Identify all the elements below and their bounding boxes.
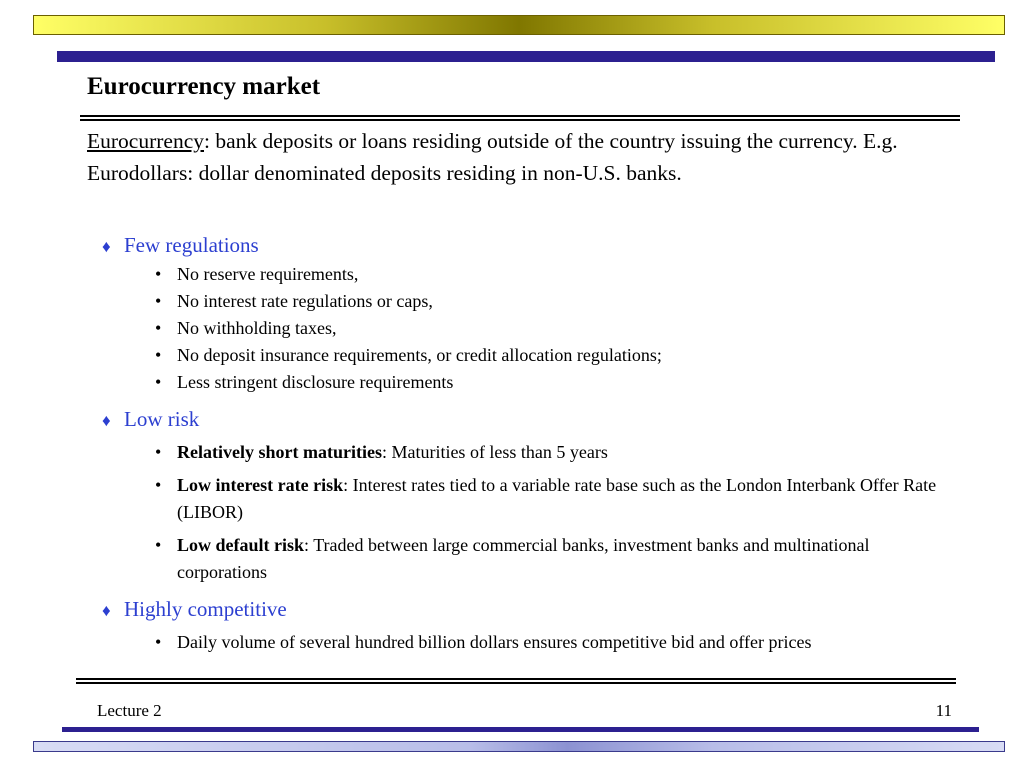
list-item-text: Daily volume of several hundred billion dollars ensures competitive bid and offer prices bbox=[177, 632, 812, 652]
section-heading-label: Highly competitive bbox=[124, 597, 287, 621]
bottom-decorative-bar bbox=[33, 741, 1005, 752]
section-heading-low-risk bbox=[102, 405, 199, 435]
dot-bullet-icon: • bbox=[155, 442, 162, 462]
dot-bullet-icon: • bbox=[155, 264, 162, 284]
footer-divider bbox=[76, 678, 956, 684]
diamond-bullet-icon: ♦ bbox=[102, 237, 111, 256]
list-item bbox=[155, 288, 955, 315]
list-item-text: No reserve requirements, bbox=[177, 264, 359, 284]
list-item bbox=[155, 342, 955, 369]
section-heading-few-regulations bbox=[102, 231, 259, 261]
list-item bbox=[155, 261, 955, 288]
list-item bbox=[155, 472, 955, 526]
diamond-bullet-icon: ♦ bbox=[102, 411, 111, 430]
list-item-text: No deposit insurance requirements, or credit allocation regulations; bbox=[177, 345, 662, 365]
intro-term: Eurocurrency bbox=[87, 129, 204, 153]
list-item-text: No withholding taxes, bbox=[177, 318, 337, 338]
list-item bbox=[155, 629, 955, 656]
dot-bullet-icon: • bbox=[155, 535, 162, 555]
dot-bullet-icon: • bbox=[155, 318, 162, 338]
section-heading-highly-competitive bbox=[102, 595, 287, 625]
footer-lecture: Lecture 2 bbox=[97, 701, 162, 720]
list-item-text: : Maturities of less than 5 years bbox=[381, 442, 608, 462]
list-item bbox=[155, 369, 955, 396]
title-divider bbox=[80, 115, 960, 121]
title-accent-bar bbox=[57, 51, 995, 62]
intro-paragraph bbox=[87, 125, 947, 189]
list-item-text: Less stringent disclosure requirements bbox=[177, 372, 454, 392]
list-item-text: No interest rate regulations or caps, bbox=[177, 291, 433, 311]
list-item-text: : Interest rates tied to a variable rate base such as the London Interbank Offer Rate (LIBOR) bbox=[177, 475, 937, 522]
footer-accent-bar bbox=[62, 727, 979, 732]
diamond-bullet-icon: ♦ bbox=[102, 601, 111, 620]
list-item bbox=[155, 439, 955, 466]
list-item bbox=[155, 315, 955, 342]
footer-page-number: 11 bbox=[935, 701, 952, 720]
list-item-emphasis: Low default risk bbox=[177, 535, 305, 555]
section-heading-label: Low risk bbox=[124, 407, 200, 431]
list-item bbox=[155, 532, 955, 586]
list-item-emphasis: Relatively short maturities bbox=[177, 442, 382, 462]
section-heading-label: Few regulations bbox=[124, 233, 259, 257]
dot-bullet-icon: • bbox=[155, 345, 162, 365]
dot-bullet-icon: • bbox=[155, 291, 162, 311]
dot-bullet-icon: • bbox=[155, 475, 162, 495]
dot-bullet-icon: • bbox=[155, 632, 162, 652]
top-decorative-bar bbox=[33, 15, 1005, 35]
list-item-text: : Traded between large commercial banks, investment banks and multinational corporations bbox=[177, 535, 870, 582]
page-title: Eurocurrency market bbox=[87, 73, 321, 100]
list-item-emphasis: Low interest rate risk bbox=[177, 475, 344, 495]
intro-definition: : bank deposits or loans residing outside of the country issuing the currency. E.g. Eurodollars: dollar denominated deposits residing in non-U.S. banks. bbox=[87, 129, 898, 185]
dot-bullet-icon: • bbox=[155, 372, 162, 392]
